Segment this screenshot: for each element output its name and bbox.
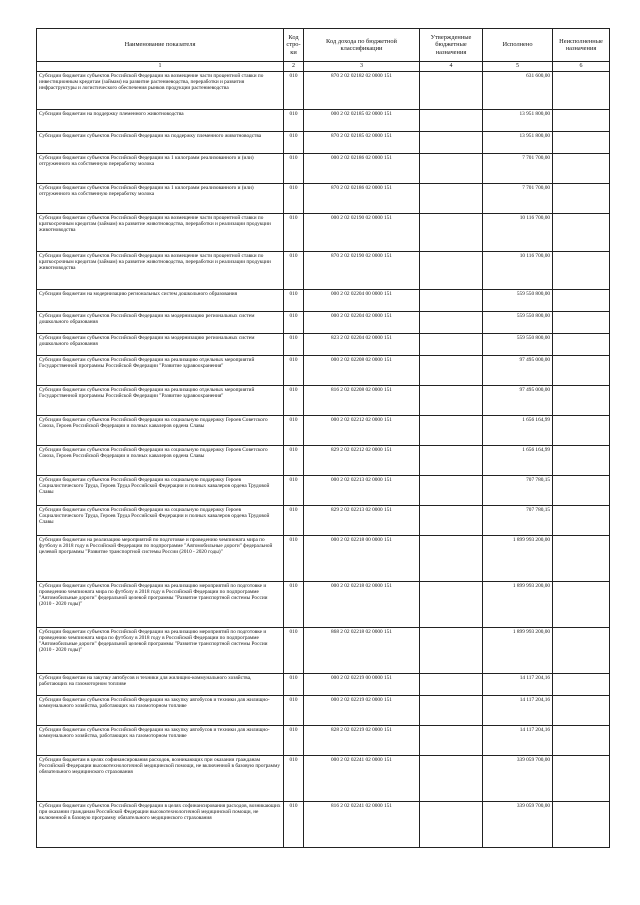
row-income-code-cell: 870 2 02 02190 02 0000 151 (304, 251, 420, 289)
row-line-code-cell: 010 (284, 385, 304, 415)
row-executed-cell: 97 495 000,00 (483, 355, 553, 385)
table-row (37, 695, 610, 725)
column-number: 4 (420, 62, 483, 72)
row-unfulfilled-cell (553, 251, 610, 289)
table-row (37, 725, 610, 755)
row-approved-cell (420, 673, 483, 695)
row-approved-cell (420, 801, 483, 847)
row-income-code-cell: 000 2 02 02218 00 0000 151 (304, 535, 420, 581)
row-executed-cell: 707 780,15 (483, 505, 553, 535)
row-name-cell: Субсидии бюджетам в целях софинансирования расходов, возникающих при оказании гражданам Российской Федерации высокотехнологичной медицинской помощи, не включенной в базовую программу обязательного медицинского страхования (37, 755, 284, 801)
row-executed-cell: 13 951 800,00 (483, 131, 553, 153)
table-row (37, 385, 610, 415)
row-unfulfilled-cell (553, 213, 610, 251)
row-line-code-cell: 010 (284, 475, 304, 505)
row-unfulfilled-cell (553, 311, 610, 333)
row-executed-cell: 7 701 700,00 (483, 183, 553, 213)
row-income-code-cell: 000 2 02 02213 02 0000 151 (304, 475, 420, 505)
row-approved-cell (420, 131, 483, 153)
table-row (37, 183, 610, 213)
row-name-cell: Субсидии бюджетам на реализацию мероприятий по подготовке и проведению чемпионата мира по футболу в 2018 году в Российской Федерации по подпрограмме "Автомобильные дороги" федеральной целевой программы "Развитие транспортной системы России (2010 - 2020 годы)" (37, 535, 284, 581)
row-approved-cell (420, 251, 483, 289)
row-approved-cell (420, 153, 483, 183)
row-name-cell: Субсидии бюджетам на модернизацию региональных систем дошкольного образования (37, 289, 284, 311)
row-income-code-cell: 000 2 02 02204 02 0000 151 (304, 311, 420, 333)
row-approved-cell (420, 725, 483, 755)
row-unfulfilled-cell (553, 355, 610, 385)
column-number-row (37, 62, 610, 72)
row-approved-cell (420, 183, 483, 213)
row-approved-cell (420, 505, 483, 535)
row-income-code-cell: 000 2 02 02212 02 0000 151 (304, 415, 420, 445)
row-approved-cell (420, 475, 483, 505)
row-income-code-cell: 829 2 02 02212 02 0000 151 (304, 445, 420, 475)
row-name-cell: Субсидии бюджетам на поддержку племенного животноводства (37, 109, 284, 131)
row-executed-cell: 10 116 700,00 (483, 213, 553, 251)
row-unfulfilled-cell (553, 535, 610, 581)
row-unfulfilled-cell (553, 289, 610, 311)
row-approved-cell (420, 109, 483, 131)
row-line-code-cell: 010 (284, 355, 304, 385)
header-approved: Утвержденные бюджетные назначения (420, 29, 483, 62)
table-row (37, 801, 610, 847)
row-name-cell: Субсидии бюджетам субъектов Российской Федерации на социальную поддержку Героев Социалистического Труда, Героев Труда Российской Федерации и полных кавалеров ордена Трудовой Славы (37, 475, 284, 505)
row-name-cell: Субсидии бюджетам субъектов Российской Федерации на реализацию мероприятий по подготовке и проведению чемпионата мира по футболу в 2018 году в Российской Федерации по подпрограмме "Автомобильные дороги" федеральной целевой программы "Развитие транспортной системы России (2010 - 2020 годы)" (37, 581, 284, 627)
row-name-cell: Субсидии бюджетам субъектов Российской Федерации на реализацию мероприятий по подготовке и проведению чемпионата мира по футболу в 2018 году в Российской Федерации по подпрограмме "Автомобильные дороги" федеральной целевой программы "Развитие транспортной системы России (2010 - 2020 годы)" (37, 627, 284, 673)
table-row (37, 333, 610, 355)
row-approved-cell (420, 289, 483, 311)
row-line-code-cell: 010 (284, 673, 304, 695)
row-income-code-cell: 816 2 02 02208 02 0000 151 (304, 385, 420, 415)
row-line-code-cell: 010 (284, 71, 304, 109)
row-executed-cell: 1 899 993 200,00 (483, 627, 553, 673)
row-unfulfilled-cell (553, 385, 610, 415)
header-line-code: Код стро-ки (284, 29, 304, 62)
row-executed-cell: 707 780,15 (483, 475, 553, 505)
table-row (37, 213, 610, 251)
row-name-cell: Субсидии бюджетам субъектов Российской Федерации на социальную поддержку Героев Социалистического Труда, Героев Труда Российской Федерации и полных кавалеров ордена Трудовой Славы (37, 505, 284, 535)
row-approved-cell (420, 311, 483, 333)
table-row (37, 627, 610, 673)
row-executed-cell: 559 550 800,00 (483, 333, 553, 355)
table-row (37, 311, 610, 333)
header-executed: Исполнено (483, 29, 553, 62)
row-approved-cell (420, 213, 483, 251)
row-income-code-cell: 868 2 02 02218 02 0000 151 (304, 627, 420, 673)
row-name-cell: Субсидии бюджетам субъектов Российской Федерации на реализацию отдельных мероприятий Государственной программы Российской Федерации "Развитие здравоохранения" (37, 385, 284, 415)
row-income-code-cell: 000 2 02 02204 00 0000 151 (304, 289, 420, 311)
row-income-code-cell: 000 2 02 02190 02 0000 151 (304, 213, 420, 251)
row-line-code-cell: 010 (284, 415, 304, 445)
row-line-code-cell: 010 (284, 695, 304, 725)
row-income-code-cell: 000 2 02 02219 00 0000 151 (304, 673, 420, 695)
row-name-cell: Субсидии бюджетам на закупку автобусов и техники для жилищно-коммунального хозяйства, работающих на газомоторном топливе (37, 673, 284, 695)
row-unfulfilled-cell (553, 333, 610, 355)
row-name-cell: Субсидии бюджетам субъектов Российской Федерации на закупку автобусов и техники для жилищно-коммунального хозяйства, работающих на газомоторном топливе (37, 695, 284, 725)
row-approved-cell (420, 333, 483, 355)
table-row (37, 289, 610, 311)
row-income-code-cell: 829 2 02 02213 02 0000 151 (304, 505, 420, 535)
row-approved-cell (420, 385, 483, 415)
row-income-code-cell: 000 2 02 02241 02 0000 151 (304, 755, 420, 801)
row-unfulfilled-cell (553, 109, 610, 131)
row-line-code-cell: 010 (284, 445, 304, 475)
row-line-code-cell: 010 (284, 131, 304, 153)
row-name-cell: Субсидии бюджетам субъектов Российской Федерации на возмещение части процентной ставки по инвестиционным кредитам (займам) на развитие растениеводства, переработки и развития инфраструктуры и логистического обеспечения рынков продукции растениеводства (37, 71, 284, 109)
row-executed-cell: 1 899 993 200,00 (483, 581, 553, 627)
row-income-code-cell: 870 2 02 02182 02 0000 151 (304, 71, 420, 109)
row-line-code-cell: 010 (284, 535, 304, 581)
report-sheet (36, 28, 609, 848)
row-name-cell: Субсидии бюджетам субъектов Российской Федерации на модернизацию региональных систем дошкольного образования (37, 311, 284, 333)
row-unfulfilled-cell (553, 801, 610, 847)
row-name-cell: Субсидии бюджетам субъектов Российской Федерации в целях софинансирования расходов, возникающих при оказании гражданам Российской Федерации высокотехнологичной медицинской помощи, не включенной в базовую программу обязательного медицинского страхования (37, 801, 284, 847)
table-row (37, 445, 610, 475)
table-row (37, 673, 610, 695)
row-income-code-cell: 816 2 02 02241 02 0000 151 (304, 801, 420, 847)
row-executed-cell: 1 899 993 200,00 (483, 535, 553, 581)
row-approved-cell (420, 627, 483, 673)
row-unfulfilled-cell (553, 71, 610, 109)
row-income-code-cell: 828 2 02 02219 02 0000 151 (304, 725, 420, 755)
column-number: 6 (553, 62, 610, 72)
row-name-cell: Субсидии бюджетам субъектов Российской Федерации на возмещение части процентной ставки по краткосрочным кредитам (займам) на развитие животноводства, переработки и реализации продукции животноводства (37, 213, 284, 251)
row-executed-cell: 631 600,00 (483, 71, 553, 109)
row-income-code-cell: 000 2 02 02208 02 0000 151 (304, 355, 420, 385)
row-name-cell: Субсидии бюджетам субъектов Российской Федерации на поддержку племенного животноводства (37, 131, 284, 153)
row-unfulfilled-cell (553, 183, 610, 213)
column-number: 1 (37, 62, 284, 72)
row-line-code-cell: 010 (284, 581, 304, 627)
row-unfulfilled-cell (553, 695, 610, 725)
row-approved-cell (420, 71, 483, 109)
table-row (37, 71, 610, 109)
row-approved-cell (420, 755, 483, 801)
row-executed-cell: 559 550 800,00 (483, 311, 553, 333)
table-row (37, 755, 610, 801)
row-name-cell: Субсидии бюджетам субъектов Российской Федерации на 1 килограмм реализованного и (или) отгруженного на собственную переработку молока (37, 153, 284, 183)
row-name-cell: Субсидии бюджетам субъектов Российской Федерации на модернизацию региональных систем дошкольного образования (37, 333, 284, 355)
row-approved-cell (420, 581, 483, 627)
row-line-code-cell: 010 (284, 153, 304, 183)
row-executed-cell: 13 951 800,00 (483, 109, 553, 131)
table-row (37, 153, 610, 183)
row-line-code-cell: 010 (284, 251, 304, 289)
row-income-code-cell: 000 2 02 02219 02 0000 151 (304, 695, 420, 725)
row-executed-cell: 7 701 700,00 (483, 153, 553, 183)
row-line-code-cell: 010 (284, 289, 304, 311)
row-approved-cell (420, 695, 483, 725)
row-line-code-cell: 010 (284, 505, 304, 535)
row-unfulfilled-cell (553, 627, 610, 673)
row-line-code-cell: 010 (284, 627, 304, 673)
table-row (37, 109, 610, 131)
column-number: 3 (304, 62, 420, 72)
header-income-code: Код дохода по бюджетной классификации (304, 29, 420, 62)
row-executed-cell: 1 656 164,99 (483, 445, 553, 475)
row-approved-cell (420, 415, 483, 445)
row-line-code-cell: 010 (284, 801, 304, 847)
row-unfulfilled-cell (553, 725, 610, 755)
header-name: Наименование показателя (37, 29, 284, 62)
table-row (37, 581, 610, 627)
row-unfulfilled-cell (553, 475, 610, 505)
row-name-cell: Субсидии бюджетам субъектов Российской Федерации на социальную поддержку Героев Советского Союза, Героев Российской Федерации и полных кавалеров ордена Славы (37, 445, 284, 475)
row-income-code-cell: 000 2 02 02186 02 0000 151 (304, 153, 420, 183)
row-unfulfilled-cell (553, 755, 610, 801)
row-line-code-cell: 010 (284, 333, 304, 355)
row-unfulfilled-cell (553, 505, 610, 535)
table-row (37, 535, 610, 581)
row-line-code-cell: 010 (284, 183, 304, 213)
row-income-code-cell: 000 2 02 02218 02 0000 151 (304, 581, 420, 627)
row-unfulfilled-cell (553, 581, 610, 627)
row-executed-cell: 14 117 204,16 (483, 725, 553, 755)
row-executed-cell: 339 059 700,00 (483, 801, 553, 847)
row-executed-cell: 10 116 700,00 (483, 251, 553, 289)
row-unfulfilled-cell (553, 445, 610, 475)
row-income-code-cell: 000 2 02 02185 02 0000 151 (304, 109, 420, 131)
row-executed-cell: 97 495 000,00 (483, 385, 553, 415)
row-executed-cell: 1 656 164,99 (483, 415, 553, 445)
row-line-code-cell: 010 (284, 109, 304, 131)
row-line-code-cell: 010 (284, 725, 304, 755)
row-approved-cell (420, 445, 483, 475)
row-income-code-cell: 870 2 02 02185 02 0000 151 (304, 131, 420, 153)
row-approved-cell (420, 535, 483, 581)
table-header-row (37, 29, 610, 62)
row-name-cell: Субсидии бюджетам субъектов Российской Федерации на 1 килограмм реализованного и (или) отгруженного на собственную переработку молока (37, 183, 284, 213)
row-name-cell: Субсидии бюджетам субъектов Российской Федерации на закупку автобусов и техники для жилищно-коммунального хозяйства, работающих на газомоторном топливе (37, 725, 284, 755)
row-unfulfilled-cell (553, 415, 610, 445)
table-body (37, 71, 610, 847)
row-executed-cell: 14 117 204,16 (483, 673, 553, 695)
column-number: 2 (284, 62, 304, 72)
table-row (37, 415, 610, 445)
table-row (37, 505, 610, 535)
header-unfulfilled: Неисполненные назначения (553, 29, 610, 62)
budget-execution-table (36, 28, 610, 848)
column-number: 5 (483, 62, 553, 72)
row-unfulfilled-cell (553, 131, 610, 153)
row-unfulfilled-cell (553, 673, 610, 695)
row-executed-cell: 559 550 800,00 (483, 289, 553, 311)
row-income-code-cell: 823 2 02 02204 02 0000 151 (304, 333, 420, 355)
row-unfulfilled-cell (553, 153, 610, 183)
row-name-cell: Субсидии бюджетам субъектов Российской Федерации на социальную поддержку Героев Советского Союза, Героев Российской Федерации и полных кавалеров ордена Славы (37, 415, 284, 445)
table-row (37, 475, 610, 505)
row-executed-cell: 339 059 700,00 (483, 755, 553, 801)
row-approved-cell (420, 355, 483, 385)
row-line-code-cell: 010 (284, 755, 304, 801)
row-line-code-cell: 010 (284, 213, 304, 251)
table-row (37, 131, 610, 153)
table-row (37, 355, 610, 385)
row-income-code-cell: 870 2 02 02186 02 0000 151 (304, 183, 420, 213)
row-name-cell: Субсидии бюджетам субъектов Российской Федерации на возмещение части процентной ставки по краткосрочным кредитам (займам) на развитие животноводства, переработки и реализации продукции животноводства (37, 251, 284, 289)
table-row (37, 251, 610, 289)
row-executed-cell: 14 117 204,16 (483, 695, 553, 725)
row-name-cell: Субсидии бюджетам субъектов Российской Федерации на реализацию отдельных мероприятий Государственной программы Российской Федерации "Развитие здравоохранения" (37, 355, 284, 385)
row-line-code-cell: 010 (284, 311, 304, 333)
